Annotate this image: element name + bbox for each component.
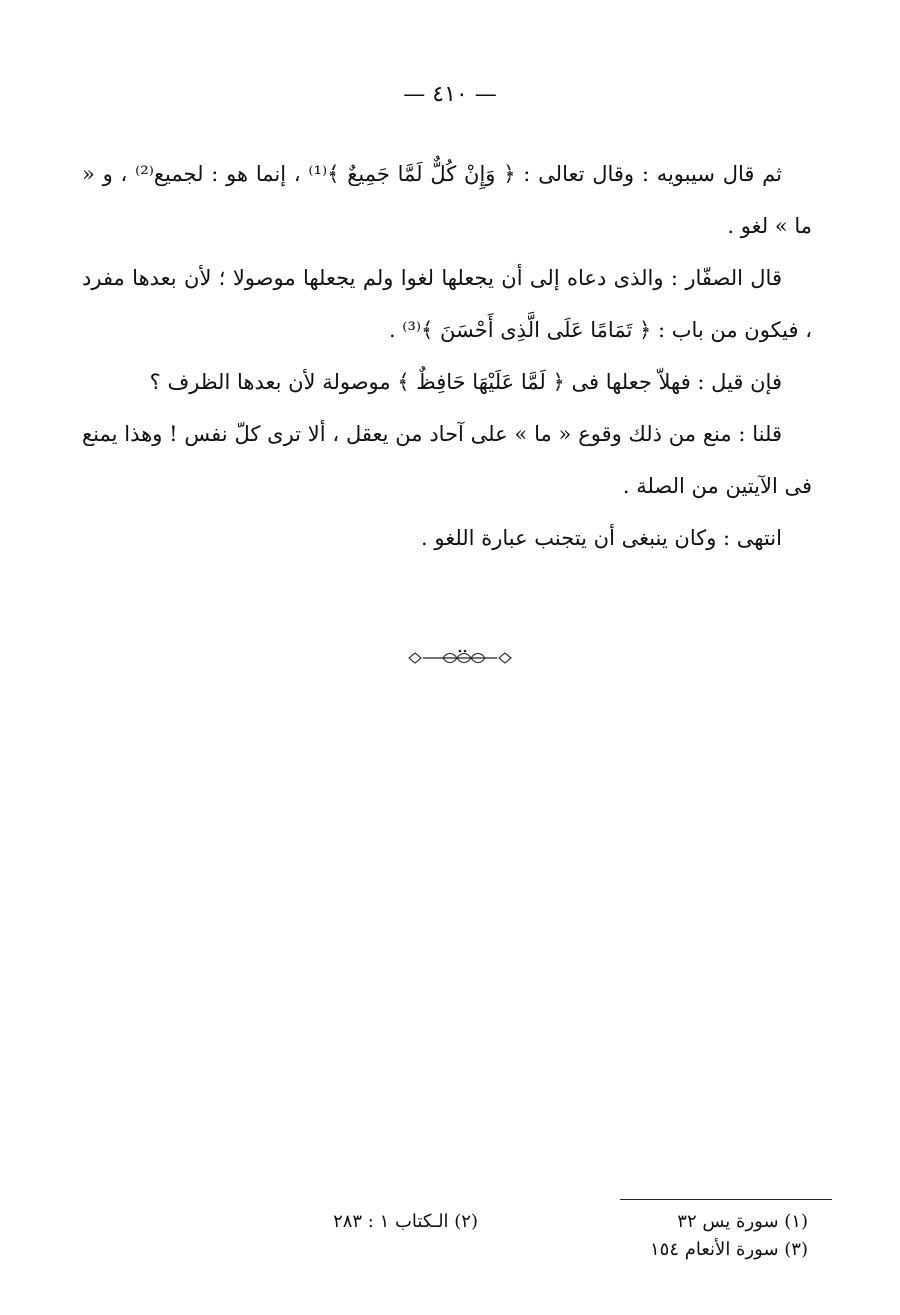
body-text <box>82 148 812 564</box>
footnote-3: (٣) سورة الأنعام ١٥٤ <box>650 1239 808 1260</box>
section-divider-ornament <box>405 648 515 668</box>
page-number: — ٤١٠ — <box>403 82 497 107</box>
paragraph-conclusion: انتهى : وكان ينبغى أن يتجنب عبارة اللغو . <box>421 526 782 550</box>
paragraph-question: فإن قيل : فهلاّ جعلها فى ﴿ لَمَّا عَلَيْهَا حَافِظٌ ﴾ موصولة لأن بعدها الظرف ؟ <box>149 370 782 394</box>
paragraph-answer: قلنا : منع من ذلك وقوع « ما » على آحاد من يعقل ، ألا ترى كلّ نفس ! وهذا يمنع فى الآيتين من الصلة . <box>82 422 812 498</box>
footnotes <box>248 1208 808 1264</box>
paragraph-sibawayh: ثم قال سيبويه : وقال تعالى : ﴿ وَإِنْ كُلٌّ لَمَّا جَمِيعٌ ﴾⁽¹⁾ ، إنما هو : لجميع⁽²⁾ ، و « ما » لغو . <box>82 162 812 238</box>
footnote-1: (١) سورة يس ٣٢ <box>677 1211 808 1232</box>
footnote-2: (٢) الـكتاب ١ : ٢٨٣ <box>333 1211 478 1232</box>
footnote-row <box>248 1208 808 1236</box>
footnote-separator <box>620 1199 832 1200</box>
footnote-row <box>248 1236 808 1264</box>
paragraph-saffar: قال الصفّار : والذى دعاه إلى أن يجعلها لغوا ولم يجعلها موصولا ؛ لأن بعدها مفرد ، فيكون من باب : ﴿ تَمَامًا عَلَى الَّذِى أَحْسَنَ ﴾⁽³⁾ . <box>82 266 812 342</box>
